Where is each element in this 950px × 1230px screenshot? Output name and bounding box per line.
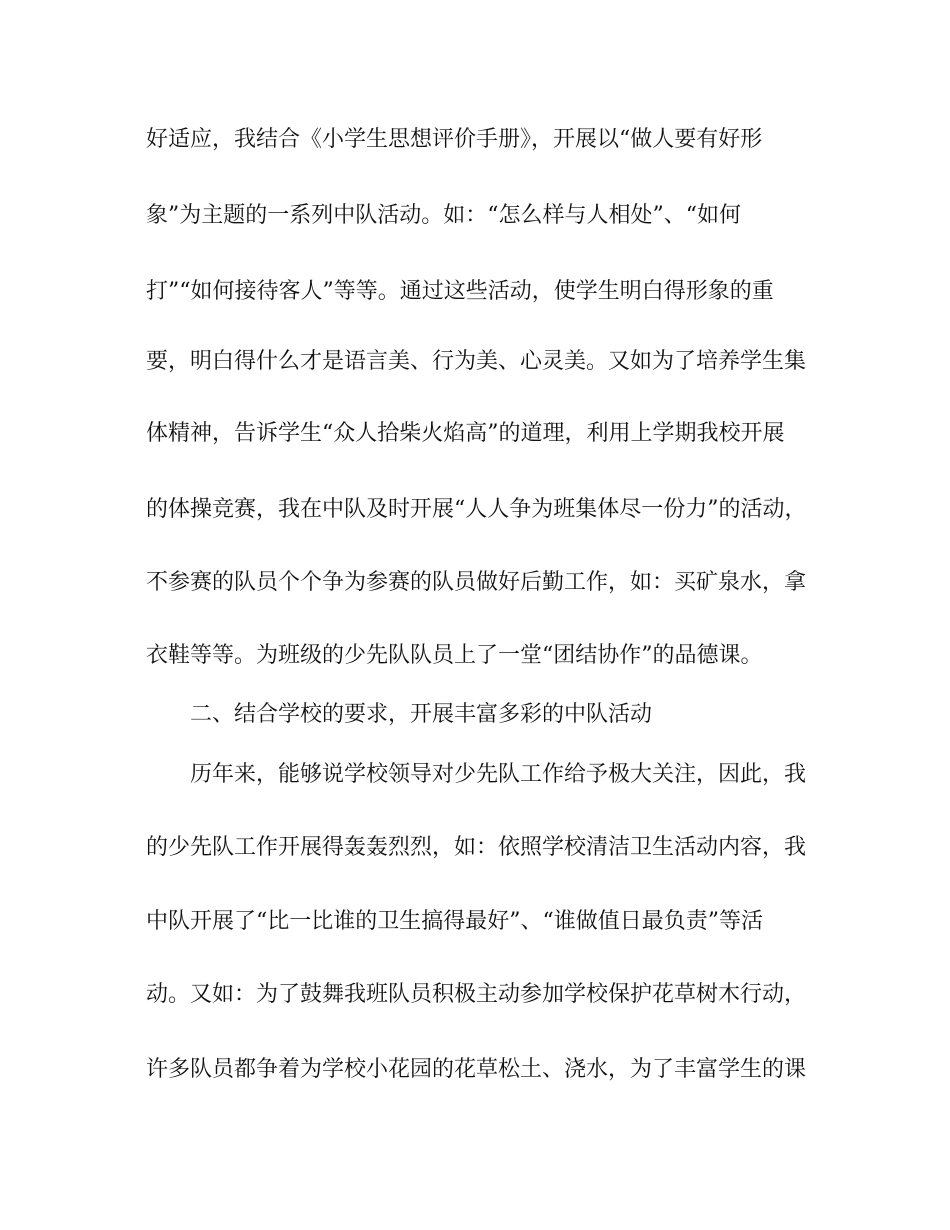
body-text-line: 好适应，我结合《小学生思想评价手册》，开展以“做人要有好形	[146, 127, 763, 152]
body-text-line: 的体操竞赛，我在中队及时开展“人人争为班集体尽一份力”的活动，	[146, 497, 807, 522]
body-text-line: 不参赛的队员个个争为参赛的队员做好后勤工作，如：买矿泉水，拿	[146, 570, 807, 595]
body-text-line: 打”“如何接待客人”等等。通过这些活动，使学生明白得形象的重	[146, 279, 774, 304]
body-text-line: 象”为主题的一系列中队活动。如：“怎么样与人相处”、“如何	[146, 203, 741, 228]
body-text-line: 动。又如：为了鼓舞我班队员积极主动参加学校保护花草树木行动，	[146, 982, 807, 1007]
paragraph-first-line: 历年来，能够说学校领导对少先队工作给予极大关注，因此，我	[190, 762, 807, 787]
body-text-line: 衣鞋等等。为班级的少先队队员上了一堂“团结协作”的品德课。	[146, 643, 763, 668]
body-text-line: 要，明白得什么才是语言美、行为美、心灵美。又如为了培养学生集	[146, 349, 807, 374]
body-text-line: 体精神，告诉学生“众人拾柴火焰高”的道理，利用上学期我校开展	[146, 421, 785, 446]
body-text-line: 的少先队工作开展得轰轰烈烈，如：依照学校清洁卫生活动内容，我	[146, 835, 807, 860]
section-heading: 二、结合学校的要求，开展丰富多彩的中队活动	[190, 702, 653, 727]
body-text-line: 中队开展了“比一比谁的卫生搞得最好”、“谁做值日最负责”等活	[146, 909, 763, 934]
body-text-line: 许多队员都争着为学校小花园的花草松土、浇水，为了丰富学生的课	[146, 1057, 807, 1082]
